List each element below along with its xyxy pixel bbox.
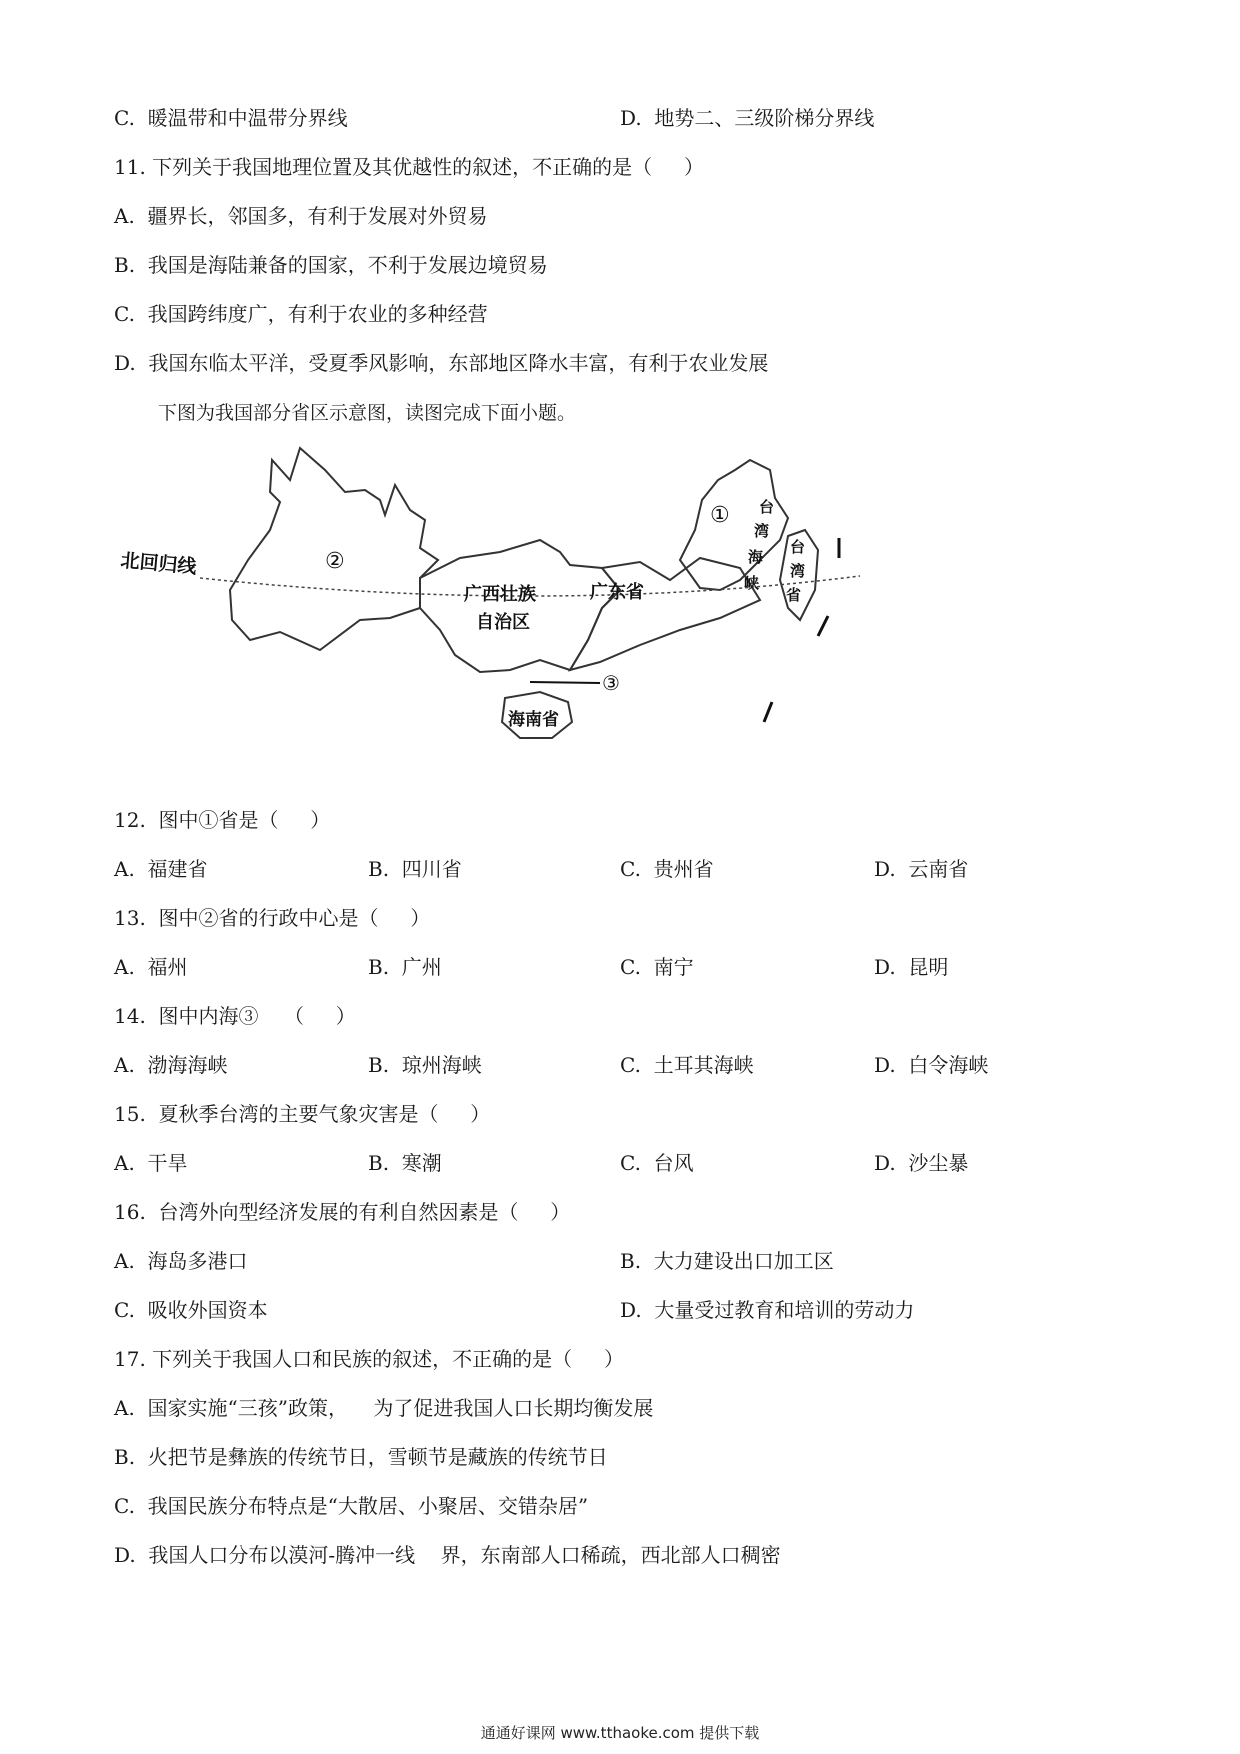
tropic-label: 北回归线: [120, 549, 198, 579]
q17-stem: 17. 下列关于我国人口和民族的叙述，不正确的是（ ）: [114, 1347, 624, 1371]
strait-3-pointer: [530, 682, 600, 683]
q11-option-d: D. 我国东临太平洋，受夏季风影响，东部地区降水丰富，有利于农业发展: [114, 351, 769, 375]
q10-option-d: D. 地势二、三级阶梯分界线: [620, 106, 875, 130]
q11-option-a: A. 疆界长，邻国多，有利于发展对外贸易: [114, 204, 488, 228]
q11-option-b: B. 我国是海陆兼备的国家，不利于发展边境贸易: [114, 253, 548, 277]
q13-stem: 13. 图中②省的行政中心是（ ）: [114, 906, 431, 930]
q17-option-c: C. 我国民族分布特点是“大散居、小聚居、交错杂居”: [114, 1494, 589, 1518]
q15-option-b: B. 寒潮: [368, 1151, 442, 1175]
q17-option-d: D. 我国人口分布以漠河-腾冲一线 界，东南部人口稀疏，西北部人口稠密: [114, 1543, 781, 1567]
q15-stem: 15. 夏秋季台湾的主要气象灾害是（ ）: [114, 1102, 491, 1126]
map-mark-2: [818, 616, 828, 636]
province-map: [120, 440, 980, 780]
map-mark-3: [764, 702, 772, 722]
q11-stem: 11. 下列关于我国地理位置及其优越性的叙述，不正确的是（ ）: [114, 155, 704, 179]
page-footer: 通通好课网 www.tthaoke.com 提供下载: [480, 1724, 760, 1742]
q14-option-c: C. 土耳其海峡: [620, 1053, 754, 1077]
map-intro: 下图为我国部分省区示意图，读图完成下面小题。: [158, 402, 577, 424]
province-1-shape: [680, 460, 788, 590]
q12-option-b: B. 四川省: [368, 857, 462, 881]
q13-option-a: A. 福州: [114, 955, 188, 979]
map-label-1: ①: [710, 503, 730, 528]
hainan-label: 海南省: [508, 710, 559, 730]
map-label-2: ②: [325, 549, 345, 574]
guangxi-label-line2: 自治区: [476, 612, 530, 633]
strait-char-2: 湾: [754, 522, 770, 540]
q14-option-d: D. 白令海峡: [874, 1053, 989, 1077]
q13-option-d: D. 昆明: [874, 955, 949, 979]
map-label-3: ③: [602, 671, 620, 695]
taiwan-char-2: 湾: [790, 562, 806, 580]
guangdong-shape: [570, 558, 760, 670]
strait-char-1: 台: [759, 498, 775, 516]
q17-option-a: A. 国家实施“三孩”政策， 为了促进我国人口长期均衡发展: [114, 1396, 654, 1420]
q16-option-a: A. 海岛多港口: [114, 1249, 248, 1273]
guangxi-shape: [420, 540, 620, 672]
taiwan-char-3: 省: [786, 586, 802, 604]
strait-char-4: 峡: [744, 574, 760, 592]
q12-option-a: A. 福建省: [114, 857, 208, 881]
q17-option-b: B. 火把节是彝族的传统节日，雪顿节是藏族的传统节日: [114, 1445, 608, 1469]
q16-option-d: D. 大量受过教育和培训的劳动力: [620, 1298, 915, 1322]
q13-option-b: B. 广州: [368, 955, 442, 979]
q16-option-c: C. 吸收外国资本: [114, 1298, 268, 1322]
guangxi-label-line1: 广西壮族: [464, 584, 536, 605]
q15-option-c: C. 台风: [620, 1151, 694, 1175]
q14-stem: 14. 图中内海③ （ ）: [114, 1004, 356, 1028]
q12-stem: 12. 图中①省是（ ）: [114, 808, 331, 832]
q15-option-d: D. 沙尘暴: [874, 1151, 969, 1175]
q10-option-c: C. 暖温带和中温带分界线: [114, 106, 348, 130]
q16-option-b: B. 大力建设出口加工区: [620, 1249, 834, 1273]
q13-option-c: C. 南宁: [620, 955, 694, 979]
guangdong-label: 广东省: [590, 582, 644, 603]
q16-stem: 16. 台湾外向型经济发展的有利自然因素是（ ）: [114, 1200, 571, 1224]
q12-option-c: C. 贵州省: [620, 857, 714, 881]
q11-option-c: C. 我国跨纬度广，有利于农业的多种经营: [114, 302, 488, 326]
taiwan-char-1: 台: [790, 538, 806, 556]
q14-option-b: B. 琼州海峡: [368, 1053, 482, 1077]
q15-option-a: A. 干旱: [114, 1151, 188, 1175]
q12-option-d: D. 云南省: [874, 857, 969, 881]
strait-char-3: 海: [748, 548, 764, 566]
q14-option-a: A. 渤海海峡: [114, 1053, 228, 1077]
